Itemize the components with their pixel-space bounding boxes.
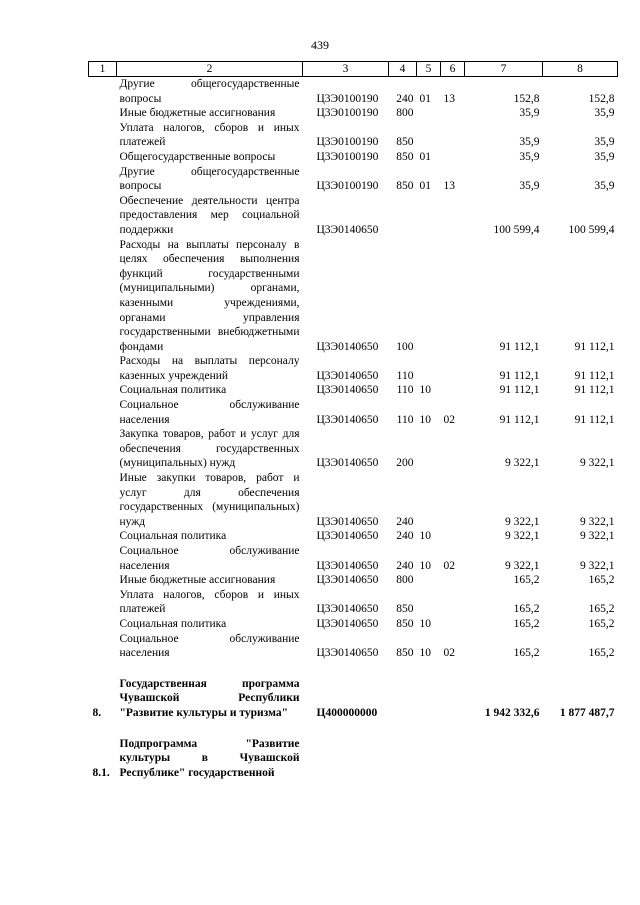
row-section [417, 238, 441, 355]
row-section: 10 [419, 617, 431, 630]
row-section [417, 573, 441, 588]
row-name: Социальная политика [119, 617, 227, 630]
row-number [89, 165, 117, 194]
row-amount-2: 91 112,1 [574, 413, 615, 426]
row-expense-type: 110 [396, 369, 414, 382]
table-body [89, 77, 618, 781]
row-subsection [441, 427, 465, 471]
table-row [89, 398, 618, 427]
row-spacer [89, 721, 618, 737]
row-name: Социальное обслуживание населения [119, 399, 300, 426]
row-amount-1: 91 112,1 [499, 384, 540, 397]
table-row [89, 150, 618, 165]
row-number [89, 354, 117, 383]
row-expense-type: 240 [396, 92, 414, 105]
row-expense-type: 110 [396, 384, 414, 397]
row-amount-2: 9 322,1 [580, 515, 615, 528]
row-code: Ц3Э0140650 [316, 384, 379, 397]
row-section [417, 737, 441, 781]
row-subsection [441, 737, 465, 781]
row-amount-2: 35,9 [594, 150, 615, 163]
row-name: Общегосударственные вопросы [119, 150, 276, 163]
table-header-row [89, 62, 618, 77]
row-amount-1: 9 322,1 [505, 559, 540, 572]
table-row [89, 471, 618, 529]
row-code: Ц3Э0140650 [316, 647, 379, 660]
row-amount-2: 165,2 [588, 647, 615, 660]
table-row [89, 737, 618, 781]
row-subsection: 02 [443, 559, 455, 572]
row-expense-type [389, 677, 417, 721]
row-amount-2: 35,9 [594, 107, 615, 120]
table-row [89, 573, 618, 588]
row-amount-2: 91 112,1 [574, 340, 615, 353]
row-amount-1: 35,9 [519, 136, 540, 149]
row-subsection: 02 [443, 647, 455, 660]
row-name: Расходы на выплаты персоналу в целях обеспечения выполнения функций государственными (муниципальными) органами, казенными учреждениями, органами управления государственными внебюджетными фондами [119, 238, 300, 353]
row-number [89, 383, 117, 398]
row-name: Другие общегосударственные вопросы [119, 165, 300, 193]
row-expense-type: 240 [396, 515, 414, 528]
row-amount-2: 9 322,1 [580, 530, 615, 543]
row-amount-1: 35,9 [519, 107, 540, 120]
page-number: 439 [311, 38, 329, 52]
table-row [89, 529, 618, 544]
spacer-cell [89, 721, 618, 737]
row-code: Ц3Э0140650 [316, 340, 379, 353]
row-name: Уплата налогов, сборов и иных платежей [119, 588, 300, 616]
row-section [417, 354, 441, 383]
row-expense-type [389, 194, 417, 238]
row-number [89, 544, 117, 573]
row-subsection [441, 150, 465, 165]
row-amount-1: 1 942 332,6 [484, 706, 540, 719]
row-number [89, 398, 117, 427]
row-number [89, 588, 117, 617]
row-amount-1 [465, 737, 543, 781]
table-row [89, 588, 618, 617]
table-row [89, 165, 618, 194]
row-expense-type: 110 [396, 413, 414, 426]
row-section [417, 121, 441, 150]
row-code: Ц400000000 [316, 706, 378, 719]
row-subsection [441, 194, 465, 238]
row-subsection [441, 529, 465, 544]
row-number [89, 106, 117, 121]
row-number [89, 573, 117, 588]
header-col-3: 3 [303, 62, 389, 77]
row-name: Подпрограмма "Развитие культуры в Чувашской Республике" государственной [119, 737, 300, 779]
row-section [417, 106, 441, 121]
row-expense-type: 800 [396, 574, 414, 587]
row-name: Иные бюджетные ассигнования [119, 574, 276, 587]
row-name: Иные закупки товаров, работ и услуг для обеспечения государственных (муниципальных) нужд [119, 472, 300, 528]
row-code: Ц3Э0140650 [316, 515, 379, 528]
row-number [89, 471, 117, 529]
spacer-cell [89, 661, 618, 677]
table-row [89, 238, 618, 355]
row-code: Ц3Э0140650 [316, 574, 379, 587]
header-col-4: 4 [389, 62, 417, 77]
table-row [89, 427, 618, 471]
row-section: 10 [419, 559, 431, 572]
table-row [89, 106, 618, 121]
row-amount-2: 9 322,1 [580, 457, 615, 470]
row-number [89, 150, 117, 165]
row-expense-type: 100 [396, 340, 414, 353]
row-code: Ц3Э0140650 [316, 603, 379, 616]
row-name: Социальная политика [119, 384, 227, 397]
row-section [417, 194, 441, 238]
row-name: Иные бюджетные ассигнования [119, 107, 276, 120]
row-expense-type: 240 [396, 530, 414, 543]
row-amount-1: 35,9 [519, 180, 540, 193]
row-amount-1: 91 112,1 [499, 413, 540, 426]
row-subsection [441, 617, 465, 632]
row-section: 01 [419, 92, 431, 105]
row-expense-type: 800 [396, 107, 414, 120]
row-number [89, 632, 117, 661]
row-number [89, 529, 117, 544]
row-subsection [441, 106, 465, 121]
row-expense-type: 200 [396, 457, 414, 470]
row-code: Ц3Э0140650 [316, 530, 379, 543]
row-amount-1: 9 322,1 [505, 515, 540, 528]
row-code: Ц3Э0100190 [316, 180, 379, 193]
table-row [89, 677, 618, 721]
row-number [89, 194, 117, 238]
table-row [89, 121, 618, 150]
row-amount-1: 35,9 [519, 150, 540, 163]
table-row [89, 617, 618, 632]
row-subsection: 13 [443, 180, 455, 193]
row-expense-type: 850 [396, 180, 414, 193]
row-subsection [441, 471, 465, 529]
row-subsection [441, 573, 465, 588]
row-subsection [441, 121, 465, 150]
row-name: Расходы на выплаты персоналу казенных учреждений [119, 355, 300, 382]
row-amount-1: 165,2 [513, 574, 540, 587]
row-code: Ц3Э0140650 [316, 457, 379, 470]
header-col-7: 7 [465, 62, 543, 77]
table-row [89, 544, 618, 573]
row-amount-1: 91 112,1 [499, 340, 540, 353]
row-number [89, 77, 117, 107]
row-expense-type: 850 [396, 150, 414, 163]
row-code: Ц3Э0100190 [316, 150, 379, 163]
header-col-1: 1 [89, 62, 117, 77]
row-number [89, 617, 117, 632]
row-code: Ц3Э0100190 [316, 136, 379, 149]
row-section [417, 588, 441, 617]
row-number: 8.1. [92, 766, 110, 779]
row-section: 10 [419, 530, 431, 543]
row-amount-2: 35,9 [594, 180, 615, 193]
table-row [89, 383, 618, 398]
row-expense-type: 850 [396, 617, 414, 630]
row-section [417, 471, 441, 529]
row-amount-2: 91 112,1 [574, 369, 615, 382]
row-code: Ц3Э0140650 [316, 223, 379, 236]
row-subsection [441, 383, 465, 398]
header-col-6: 6 [441, 62, 465, 77]
row-code: Ц3Э0100190 [316, 92, 379, 105]
row-amount-2: 1 877 487,7 [559, 706, 615, 719]
row-name: Обеспечение деятельности центра предоставления мер социальной поддержки [119, 194, 300, 236]
row-name: Государственная программа Чувашской Республики "Развитие культуры и туризма" [119, 677, 300, 719]
row-amount-2: 9 322,1 [580, 559, 615, 572]
row-amount-2: 35,9 [594, 136, 615, 149]
row-section: 01 [419, 150, 431, 163]
row-expense-type: 850 [396, 647, 414, 660]
row-amount-1: 152,8 [513, 92, 540, 105]
row-section: 10 [419, 384, 431, 397]
row-expense-type: 850 [396, 603, 414, 616]
row-amount-1: 165,2 [513, 647, 540, 660]
row-expense-type: 850 [396, 136, 414, 149]
row-amount-1: 100 599,4 [493, 223, 540, 236]
row-code: Ц3Э0140650 [316, 559, 379, 572]
row-name: Социальное обслуживание населения [119, 545, 300, 572]
row-subsection: 02 [443, 413, 455, 426]
row-section [417, 677, 441, 721]
row-amount-2: 91 112,1 [574, 384, 615, 397]
table-row [89, 354, 618, 383]
row-expense-type [389, 737, 417, 781]
row-code: Ц3Э0140650 [316, 413, 379, 426]
row-amount-2: 165,2 [588, 574, 615, 587]
row-code [303, 737, 389, 781]
row-number [89, 427, 117, 471]
row-amount-2: 152,8 [588, 92, 615, 105]
row-amount-1: 165,2 [513, 617, 540, 630]
row-number [89, 121, 117, 150]
table-row [89, 632, 618, 661]
row-spacer [89, 661, 618, 677]
row-amount-2: 165,2 [588, 603, 615, 616]
header-col-2: 2 [117, 62, 303, 77]
row-code: Ц3Э0140650 [316, 617, 379, 630]
row-expense-type: 240 [396, 559, 414, 572]
table-row [89, 194, 618, 238]
row-section: 01 [419, 180, 431, 193]
row-number: 8. [92, 706, 102, 719]
row-subsection [441, 677, 465, 721]
table-row [89, 77, 618, 107]
row-amount-2: 165,2 [588, 617, 615, 630]
header-col-8: 8 [543, 62, 618, 77]
row-subsection [441, 238, 465, 355]
row-section [417, 427, 441, 471]
row-code: Ц3Э0140650 [316, 369, 379, 382]
budget-table [88, 61, 618, 780]
row-code: Ц3Э0100190 [316, 107, 379, 120]
row-section: 10 [419, 413, 431, 426]
row-name: Другие общегосударственные вопросы [119, 78, 300, 105]
row-name: Уплата налогов, сборов и иных платежей [119, 121, 300, 149]
row-amount-1: 165,2 [513, 603, 540, 616]
row-subsection [441, 588, 465, 617]
row-name: Социальное обслуживание населения [119, 632, 300, 660]
row-amount-1: 9 322,1 [505, 530, 540, 543]
row-amount-1: 9 322,1 [505, 457, 540, 470]
row-number [89, 238, 117, 355]
row-amount-2: 100 599,4 [568, 223, 615, 236]
row-section: 10 [419, 647, 431, 660]
row-subsection [441, 354, 465, 383]
row-amount-1: 91 112,1 [499, 369, 540, 382]
row-name: Закупка товаров, работ и услуг для обеспечения государственных (муниципальных) нужд [119, 428, 300, 470]
row-subsection: 13 [443, 92, 455, 105]
header-col-5: 5 [417, 62, 441, 77]
row-name: Социальная политика [119, 530, 227, 543]
row-amount-2 [543, 737, 618, 781]
